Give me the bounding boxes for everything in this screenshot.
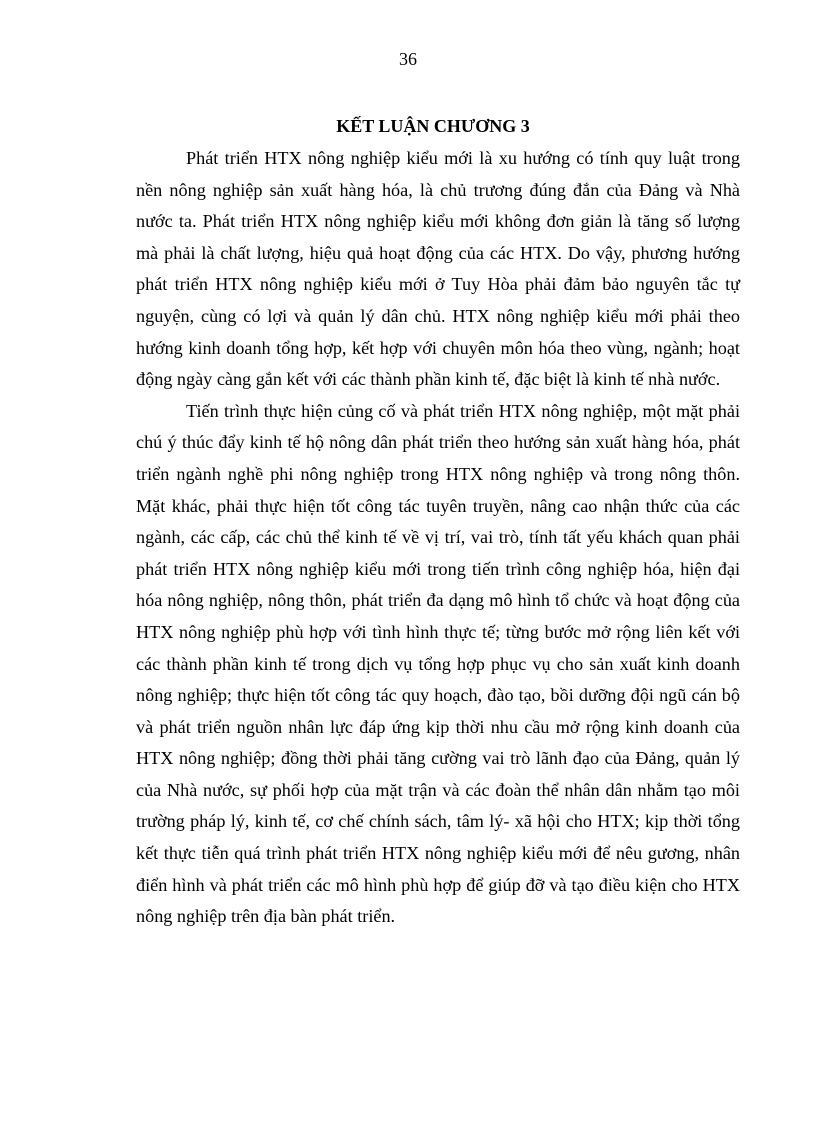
page-number: 36 xyxy=(399,49,417,69)
paragraph-1: Phát triển HTX nông nghiệp kiểu mới là xu hướng có tính quy luật trong nền nông nghiệp sản xuất hàng hóa, là chủ trương đúng đắn của Đảng và Nhà nước ta. Phát triển HTX nông nghiệp kiểu mới không đơn giản là tăng số lượng mà phải là chất lượng, hiệu quả hoạt động của các HTX. Do vậy, phương hướng phát triển HTX nông nghiệp kiểu mới ở Tuy Hòa phải đảm bảo nguyên tắc tự nguyện, cùng có lợi và quản lý dân chủ. HTX nông nghiệp kiểu mới phải theo hướng kinh doanh tổng hợp, kết hợp với chuyên môn hóa theo vùng, ngành; hoạt động ngày càng gắn kết với các thành phần kinh tế, đặc biệt là kinh tế nhà nước. xyxy=(136,148,740,390)
paragraph-2: Tiến trình thực hiện củng cố và phát triển HTX nông nghiệp, một mặt phải chú ý thúc đẩy kinh tế hộ nông dân phát triển theo hướng sản xuất hàng hóa, phát triển ngành nghề phi nông nghiệp trong HTX nông nghiệp và trong nông thôn. Mặt khác, phải thực hiện tốt công tác tuyên truyền, nâng cao nhận thức của các ngành, các cấp, các chủ thể kinh tế về vị trí, vai trò, tính tất yếu khách quan phải phát triển HTX nông nghiệp kiểu mới trong tiến trình công nghiệp hóa, hiện đại hóa nông nghiệp, nông thôn, phát triển đa dạng mô hình tổ chức và hoạt động của HTX nông nghiệp phù hợp với tình hình thực tế; từng bước mở rộng liên kết với các thành phần kinh tế trong dịch vụ tổng hợp phục vụ cho sản xuất kinh doanh nông nghiệp; thực hiện tốt công tác quy hoạch, đào tạo, bồi dưỡng đội ngũ cán bộ và phát triển nguồn nhân lực đáp ứng kịp thời nhu cầu mở rộng kinh doanh của HTX nông nghiệp; đồng thời phải tăng cường vai trò lãnh đạo của Đảng, quản lý của Nhà nước, sự phối hợp của mặt trận và các đoàn thể nhân dân nhằm tạo môi trường pháp lý, kinh tế, cơ chế chính sách, tâm lý- xã hội cho HTX; kịp thời tổng kết thực tiễn quá trình phát triển HTX nông nghiệp kiểu mới để nêu gương, nhân điển hình và phát triển các mô hình phù hợp để giúp đỡ và tạo điều kiện cho HTX nông nghiệp trên địa bàn phát triển. xyxy=(136,400,740,927)
chapter-conclusion-heading: KẾT LUẬN CHƯƠNG 3 xyxy=(336,116,530,136)
body-text xyxy=(136,143,740,933)
